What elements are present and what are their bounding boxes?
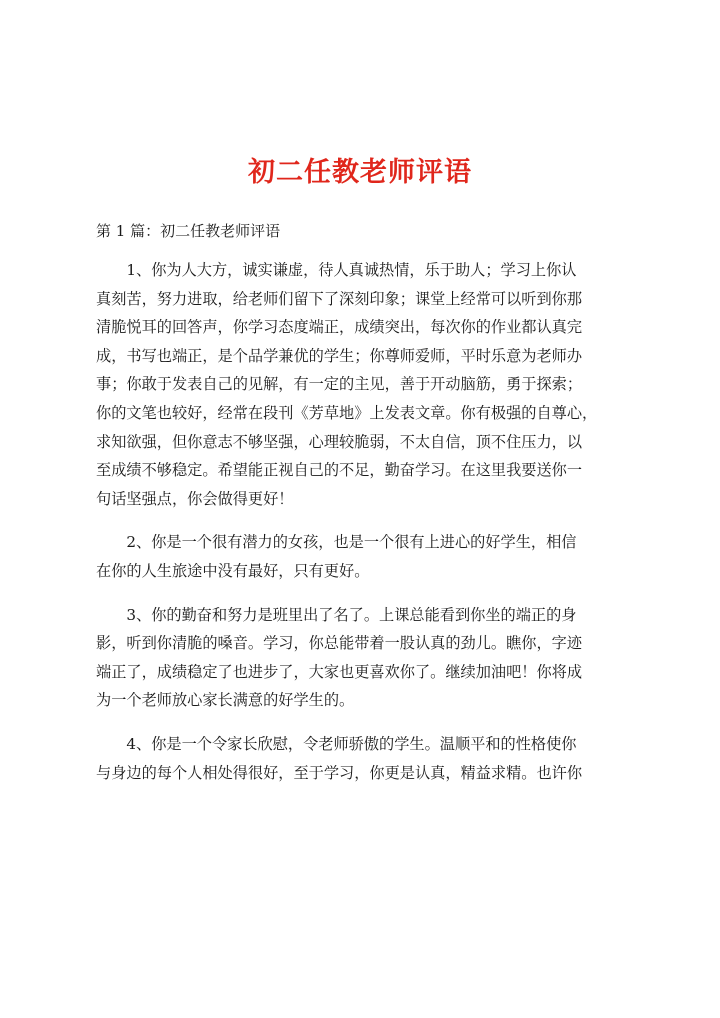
document-body <box>96 256 628 802</box>
paragraph-3 <box>96 601 628 715</box>
paragraph-4 <box>96 730 628 787</box>
text-line: 求知欲强，但你意志不够坚强，心理较脆弱，不太自信，顶不住压力，以 <box>96 432 582 451</box>
document-title: 初二任教老师评语 <box>248 157 472 188</box>
text-line: 你的文笔也较好，经常在段刊《芳草地》上发表文章。你有极强的自尊心， <box>96 403 598 422</box>
text-line: 成，书写也端正，是个品学兼优的学生；你尊师爱师，平时乐意为老师办 <box>96 346 582 365</box>
text-line: 清脆悦耳的回答声，你学习态度端正，成绩突出，每次你的作业都认真完 <box>96 318 582 337</box>
text-line: 与身边的每个人相处得很好，至于学习，你更是认真，精益求精。也许你 <box>96 763 582 782</box>
text-line: 2、你是一个很有潜力的女孩，也是一个很有上进心的好学生，相信 <box>96 533 577 552</box>
text-line: 影，听到你清脆的嗓音。学习，你总能带着一股认真的劲儿。瞧你，字迹 <box>96 634 582 653</box>
text-line: 端正了，成绩稳定了也进步了，大家也更喜欢你了。继续加油吧！你将成 <box>96 662 582 681</box>
text-line: 4、你是一个令家长欣慰，令老师骄傲的学生。温顺平和的性格使你 <box>96 734 577 753</box>
text-line: 为一个老师放心家长满意的好学生的。 <box>96 691 355 710</box>
paragraph-2 <box>96 528 628 585</box>
text-line: 句话坚强点，你会做得更好！ <box>96 489 294 508</box>
text-line: 3、你的勤奋和努力是班里出了名了。上课总能看到你坐的端正的身 <box>96 605 577 624</box>
paragraph-1 <box>96 256 628 513</box>
text-line: 在你的人生旅途中没有最好，只有更好。 <box>96 561 370 580</box>
text-line: 1、你为人大方，诚实谦虚，待人真诚热情，乐于助人；学习上你认 <box>96 261 577 279</box>
text-line: 事；你敢于发表自己的见解，有一定的主见，善于开动脑筋，勇于探索； <box>96 375 582 394</box>
text-line: 至成绩不够稳定。希望能正视自己的不足，勤奋学习。在这里我要送你一 <box>96 461 582 480</box>
section-heading: 第 1 篇：初二任教老师评语 <box>96 222 281 240</box>
text-line: 真刻苦，努力进取，给老师们留下了深刻印象；课堂上经常可以听到你那 <box>96 289 582 308</box>
